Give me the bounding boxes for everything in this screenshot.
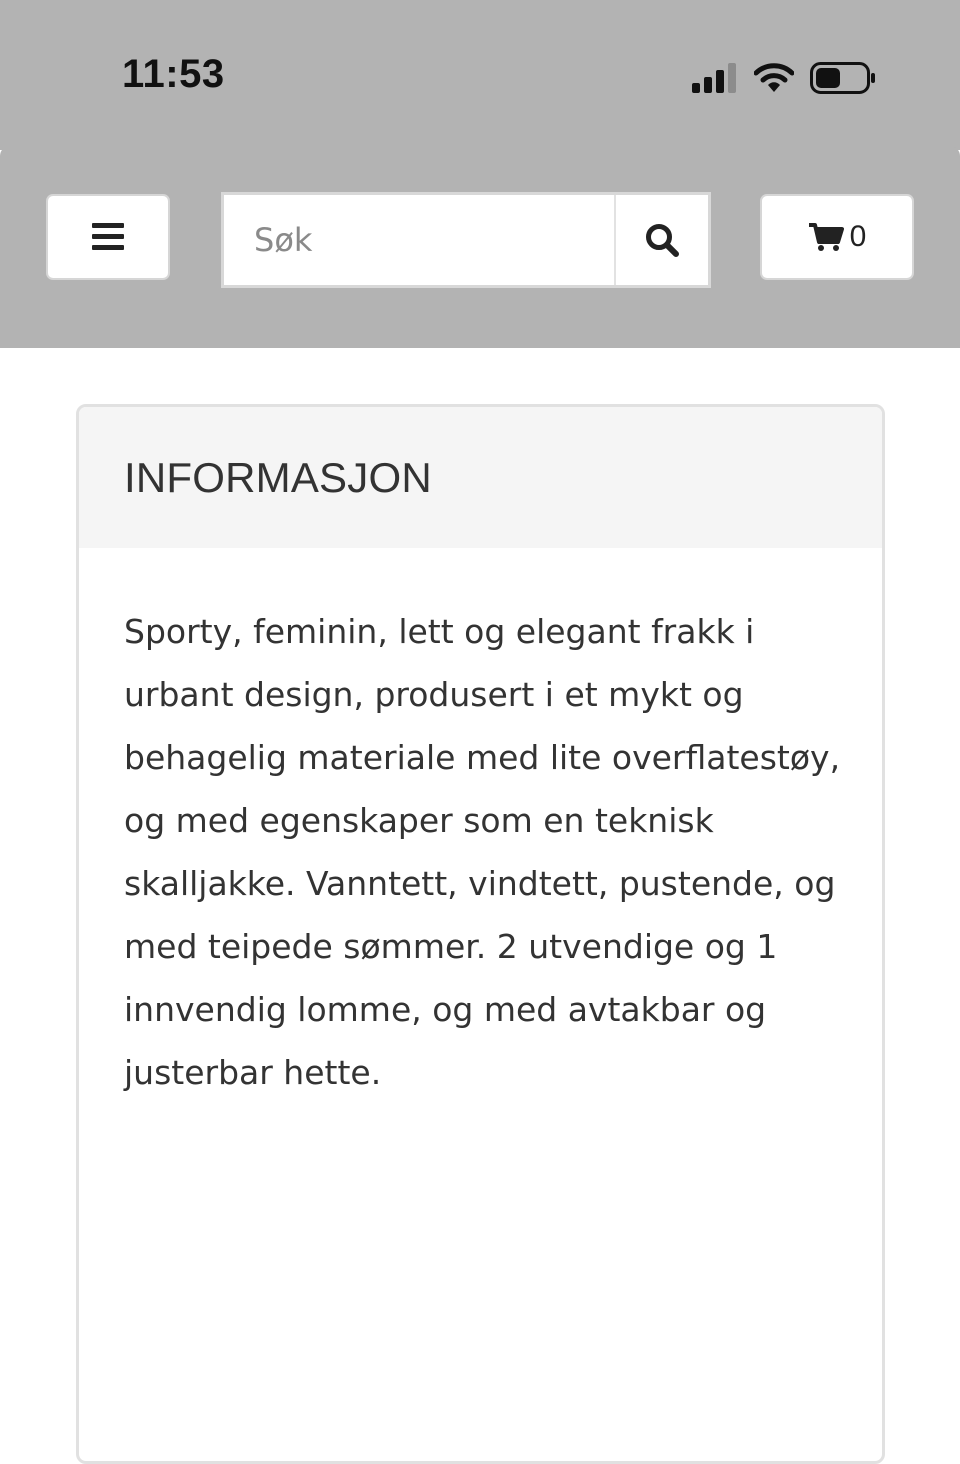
search-icon	[645, 223, 679, 257]
wifi-icon	[754, 63, 794, 93]
cart-icon	[808, 222, 844, 252]
status-bar	[0, 0, 960, 150]
menu-button[interactable]	[46, 194, 170, 280]
status-icons	[692, 58, 876, 98]
signal-icon	[692, 63, 738, 93]
information-panel	[76, 404, 885, 1464]
cart-button[interactable]	[760, 194, 914, 280]
cart-count: 0	[849, 220, 867, 253]
battery-icon	[810, 62, 876, 94]
site-header	[0, 146, 960, 348]
information-title: INFORMASJON	[124, 454, 432, 501]
search-box	[221, 192, 711, 288]
hamburger-menu-icon	[92, 223, 124, 251]
information-panel-header	[79, 407, 882, 548]
search-button[interactable]	[614, 195, 708, 285]
status-time: 11:53	[122, 52, 225, 96]
search-input[interactable]	[224, 195, 616, 285]
product-description: Sporty, feminin, lett og elegant frakk i urbant design, produsert i et mykt og behagelig materiale med lite overflatestøy, og med egenskaper som en teknisk skalljakke. Vanntett, vindtett, pustende, og med teipede sømmer. 2 utvendige og 1 innvendig lomme, og med avtakbar og justerbar hette.	[124, 612, 841, 1092]
